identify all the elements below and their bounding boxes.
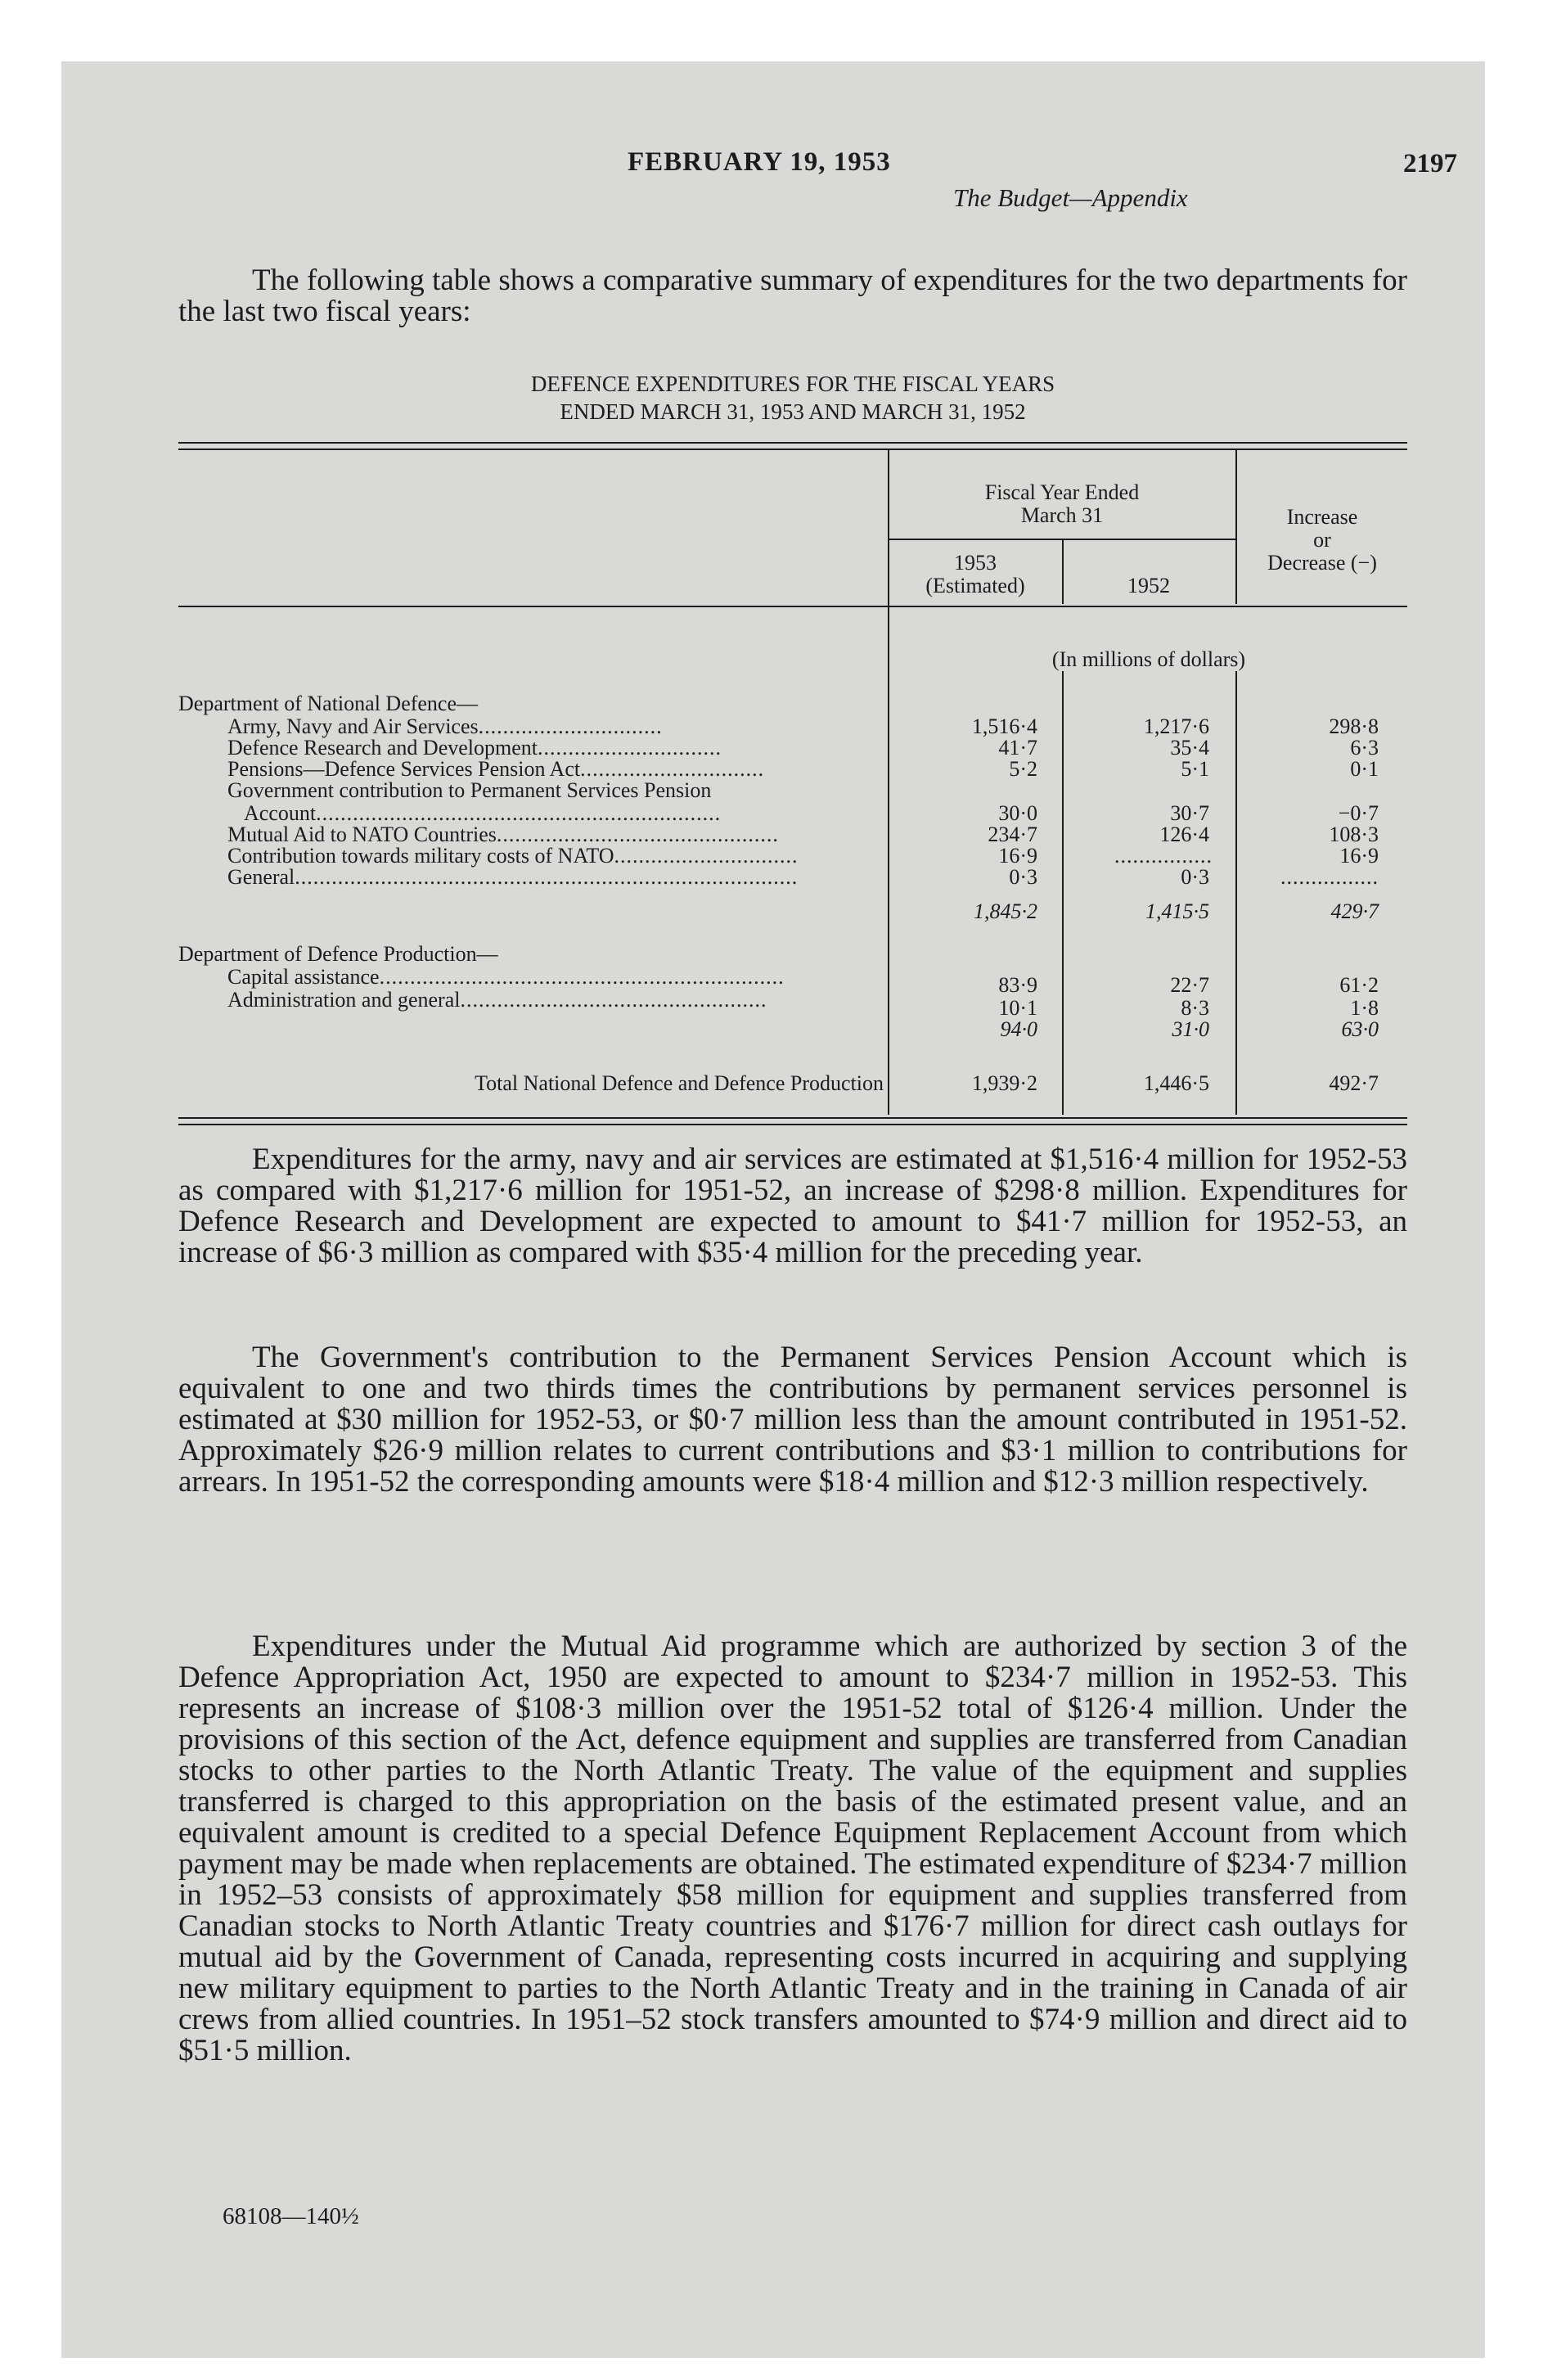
intro-text: The following table shows a comparative summary of expenditures for the two departments for the last two fiscal years: xyxy=(178,264,1407,328)
paragraph-2 xyxy=(178,1342,1407,1498)
header-date: FEBRUARY 19, 1953 xyxy=(628,147,891,177)
table-cell: 10·1 xyxy=(998,996,1037,1020)
subtotal-cell: 94·0 xyxy=(1000,1017,1037,1041)
table-cell: 16·9 xyxy=(1339,844,1379,868)
table-cell: 41·7 xyxy=(998,736,1037,760)
table-cell: 1,217·6 xyxy=(1143,714,1209,738)
subtotal-cell: 31·0 xyxy=(1172,1017,1209,1041)
col-1953-header: 1953 xyxy=(954,551,997,575)
units-note: (In millions of dollars) xyxy=(1051,647,1246,671)
paragraph-text: Expenditures under the Mutual Aid programme which are authorized by section 3 of the Defence Appropriation Act, 1950 are expected to amount to $234·7 million in 1952-53. This represents an increase of $108·3 million over the 1951-52 total of $126·4 million. Under the provisions of this section of the Act, defence equipment and supplies are transferred from Canadian stocks to other parties to the North Atlantic Treaty. The value of the equipment and supplies transferred is charged to this appropriation on the basis of the estimated present value, and an equivalent amount is credited to a special Defence Equipment Replacement Account from which payment may be made when replacements are obtained. The estimated expenditure of $234·7 million in 1952–53 consists of approximately $58 million for equipment and supplies transferred from Canadian stocks to North Atlantic Treaty countries and $176·7 million for direct cash outlays for mutual aid by the Government of Canada, representing costs incurred in acquiring and supplying new military equipment to parties to the North Atlantic Treaty and in the training in Canada of air crews from allied countries. In 1951–52 stock transfers amounted to $74·9 million and direct aid to $51·5 million. xyxy=(178,1629,1407,2067)
header-bottom-rule xyxy=(178,606,1407,607)
table-row-label: Army, Navy and Air Services.............................. xyxy=(227,715,663,738)
page-number: 2197 xyxy=(1403,149,1457,178)
table-cell: 0·3 xyxy=(1181,865,1209,889)
table-top-rule-2 xyxy=(178,449,1407,450)
table-cell: −0·7 xyxy=(1338,801,1379,825)
paragraph-text: The Government's contribution to the Permanent Services Pension Account which is equivalent to one and two thirds times the contributions by permanent services personnel is estimated at $30 million for 1952-53, or $0·7 million less than the amount contributed in 1951-52. Approximately $26·9 million relates to current contributions and $3·1 million to contributions for arrears. In 1951-52 the corresponding amounts were $18·4 million and $12·3 million respectively. xyxy=(178,1341,1407,1499)
col-1952-header: 1952 xyxy=(1127,574,1170,597)
table-row-label: Administration and general.................................................. xyxy=(227,989,767,1012)
table-row-label: Account.................................................................. xyxy=(244,802,722,825)
footer-code: 68108—140½ xyxy=(223,2203,359,2229)
column-divider-1 xyxy=(888,450,889,1115)
table-bottom-rule-2 xyxy=(178,1124,1407,1125)
intro-paragraph xyxy=(178,265,1407,327)
table-cell: 16·9 xyxy=(998,844,1037,868)
table-cell: 61·2 xyxy=(1339,973,1379,997)
table-row-label: General.................................................................................. xyxy=(227,866,799,889)
total-cell: 492·7 xyxy=(1329,1071,1379,1095)
table-title-line-1: DEFENCE EXPENDITURES FOR THE FISCAL YEARS xyxy=(530,372,1055,396)
column-divider-2b xyxy=(1062,671,1064,1115)
paragraph-text: Expenditures for the army, navy and air services are estimated at $1,516·4 million for 1952-53 as compared with $1,217·6 million for 1951-52, an increase of $298·8 million. Expenditures for Defence Research and Development are expected to amount to $41·7 million for 1952-53, an increase of $6·3 million as compared with $35·4 million for the preceding year. xyxy=(178,1143,1407,1269)
table-cell: 22·7 xyxy=(1170,973,1209,997)
subtotal-cell: 429·7 xyxy=(1330,899,1379,923)
total-cell: 1,446·5 xyxy=(1143,1071,1209,1095)
table-cell: 1,516·4 xyxy=(971,714,1037,738)
col-1953-sub: (Estimated) xyxy=(925,574,1025,597)
table-row-label: Capital assistance.................................................................. xyxy=(227,966,785,989)
col-group-header-2: March 31 xyxy=(1020,503,1104,527)
table-cell: 1·8 xyxy=(1350,996,1379,1020)
column-divider-3b xyxy=(1235,671,1237,1115)
table-title-line-2: ENDED MARCH 31, 1953 AND MARCH 31, 1952 xyxy=(560,399,1026,424)
table-row-label: Contribution towards military costs of NATO.............................. xyxy=(227,845,799,868)
table-cell-empty: ................ xyxy=(1280,865,1379,889)
table-row-label: Defence Research and Development.............................. xyxy=(227,737,722,760)
section-defence-production: Department of Defence Production— xyxy=(178,943,498,966)
table-cell-empty: ................ xyxy=(1114,844,1213,868)
col-change-header-1: Increase xyxy=(1286,505,1358,529)
table-cell: 5·2 xyxy=(1009,757,1037,781)
table-cell: 83·9 xyxy=(998,973,1037,997)
paragraph-1 xyxy=(178,1144,1407,1269)
col-group-header: Fiscal Year Ended xyxy=(984,480,1140,504)
table-row-label: Government contribution to Permanent Services Pension xyxy=(227,779,712,802)
table-cell: 30·7 xyxy=(1170,801,1209,825)
table-cell: 0·3 xyxy=(1009,865,1037,889)
subtotal-cell: 1,415·5 xyxy=(1145,899,1209,923)
table-cell: 0·1 xyxy=(1350,757,1379,781)
total-cell: 1,939·2 xyxy=(971,1071,1037,1095)
table-cell: 35·4 xyxy=(1170,736,1209,760)
table-top-rule xyxy=(178,442,1407,444)
paragraph-3 xyxy=(178,1631,1407,2067)
table-bottom-rule xyxy=(178,1117,1407,1119)
table-title xyxy=(178,370,1407,426)
table-cell: 8·3 xyxy=(1181,996,1209,1020)
table-cell: 108·3 xyxy=(1329,823,1379,846)
col-change-header-2: or xyxy=(1313,528,1331,552)
table-cell: 126·4 xyxy=(1159,823,1209,846)
section-national-defence: Department of National Defence— xyxy=(178,692,479,715)
running-title: The Budget—Appendix xyxy=(953,183,1188,212)
subtotal-cell: 63·0 xyxy=(1341,1017,1379,1041)
subtotal-cell: 1,845·2 xyxy=(974,899,1037,923)
table-cell: 5·1 xyxy=(1181,757,1209,781)
table-cell: 234·7 xyxy=(988,823,1037,846)
table-cell: 6·3 xyxy=(1350,736,1379,760)
table-row-label: Pensions—Defence Services Pension Act.............................. xyxy=(227,758,765,781)
col-change-header-3: Decrease (−) xyxy=(1267,551,1377,575)
table-cell: 298·8 xyxy=(1329,714,1379,738)
table-cell: 30·0 xyxy=(998,801,1037,825)
total-label: Total National Defence and Defence Production xyxy=(475,1071,884,1095)
table-row-label: Mutual Aid to NATO Countries.............................................. xyxy=(227,823,779,846)
